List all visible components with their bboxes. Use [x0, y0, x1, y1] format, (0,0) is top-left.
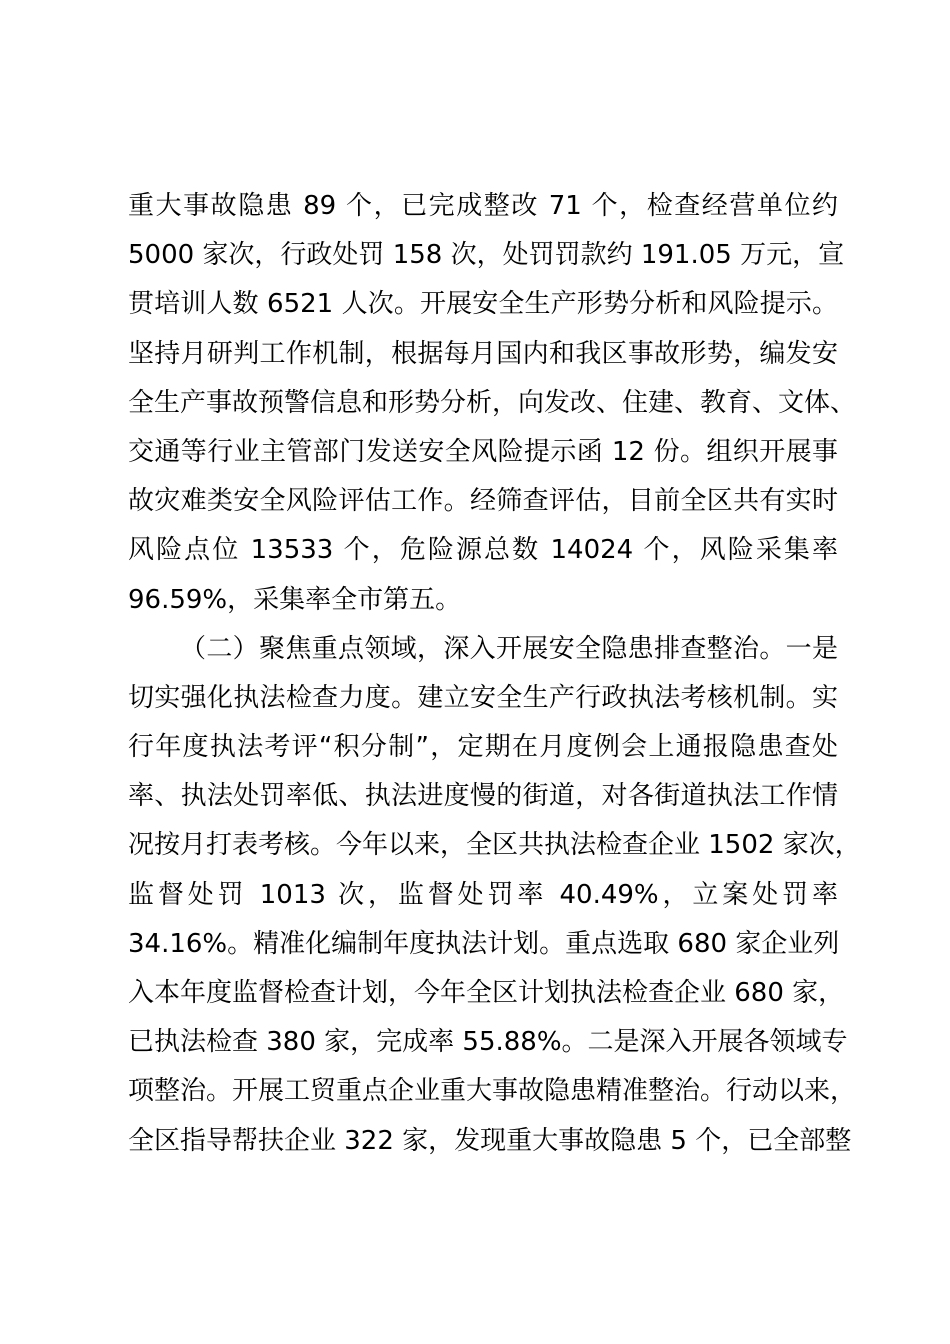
text-line: 5000 家次，行政处罚 158 次，处罚罚款约 191.05 万元，宣	[128, 240, 845, 271]
text-line: 故灾难类安全风险评估工作。经筛查评估，目前全区共有实时	[128, 486, 838, 517]
text-line: 34.16%。精准化编制年度执法计划。重点选取 680 家企业列	[128, 928, 840, 959]
text-line: 交通等行业主管部门发送安全风险提示函 12 份。组织开展事	[128, 436, 838, 467]
section-heading-line: （二）聚焦重点领域，深入开展安全隐患排查整治。一是	[180, 633, 838, 664]
text-line: 已执法检查 380 家，完成率 55.88%。二是深入开展各领域专	[128, 1027, 848, 1058]
text-line: 行年度执法考评“积分制”，定期在月度例会上通报隐患查处	[128, 732, 838, 763]
text-line: 率、执法处罚率低、执法进度慢的街道，对各街道执法工作情	[128, 781, 838, 812]
text-line: 96.59%，采集率全市第五。	[128, 584, 462, 615]
text-line: 坚持月研判工作机制，根据每月国内和我区事故形势，编发安	[128, 338, 838, 369]
text-line: 入本年度监督检查计划，今年全区计划执法检查企业 680 家，	[128, 978, 845, 1008]
text-line: 风险点位 13533 个，危险源总数 14024 个，风险采集率	[128, 535, 838, 566]
text-line: 全区指导帮扶企业 322 家，发现重大事故隐患 5 个，已全部整	[128, 1125, 852, 1156]
body-text	[128, 182, 861, 1166]
text-line: 切实强化执法检查力度。建立安全生产行政执法考核机制。实	[128, 682, 838, 713]
text-line: 况按月打表考核。今年以来，全区共执法检查企业 1502 家次，	[128, 830, 861, 861]
text-line: 贯培训人数 6521 人次。开展安全生产形势分析和风险提示。	[128, 289, 838, 320]
text-line: 重大事故隐患 89 个，已完成整改 71 个，检查经营单位约	[128, 191, 838, 221]
text-line: 监督处罚 1013 次，监督处罚率 40.49%，立案处罚率	[128, 879, 838, 910]
text-line: 全生产事故预警信息和形势分析，向发改、住建、教育、文体、	[128, 387, 857, 418]
text-line: 项整治。开展工贸重点企业重大事故隐患精准整治。行动以来，	[128, 1076, 857, 1107]
